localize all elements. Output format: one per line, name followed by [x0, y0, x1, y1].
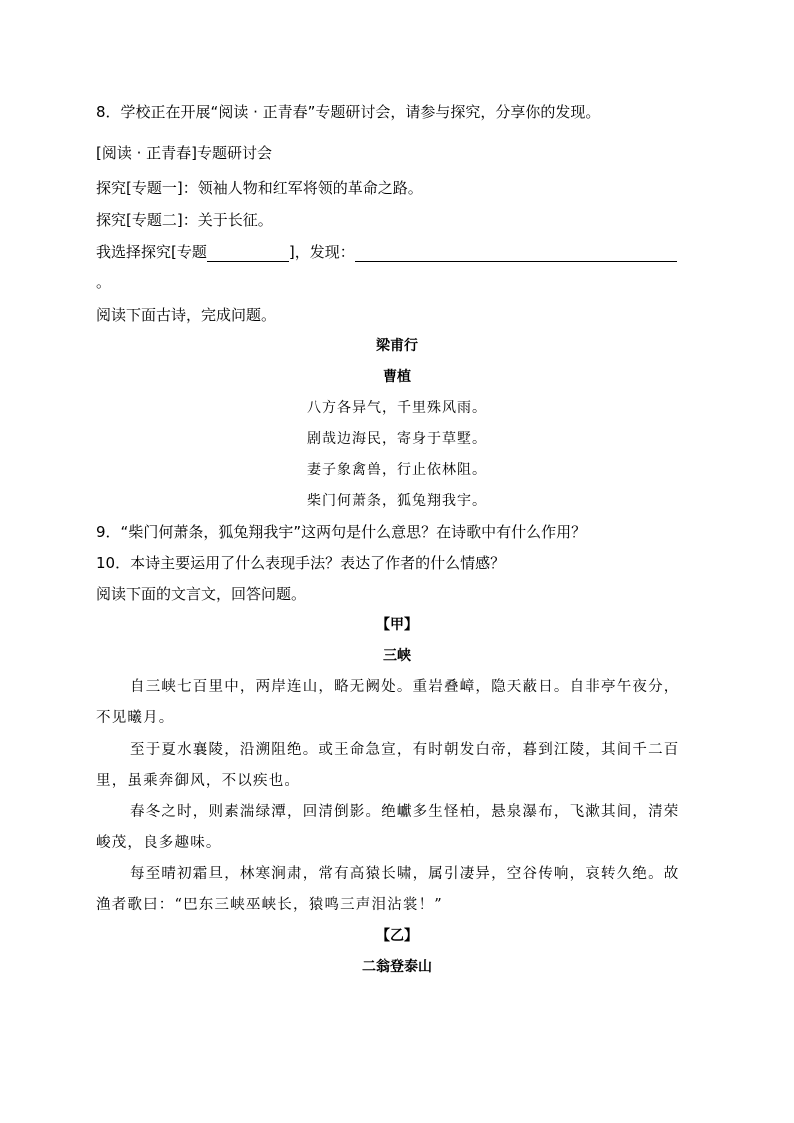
- answer-middle: ]，发现：: [288, 243, 355, 261]
- prose-line: 自三峡七百里中，两岸连山，略无阙处。重岩叠嶂，隐天蔽日。自非亭午夜分，: [130, 679, 680, 695]
- passage-jia-label: 【甲】: [376, 617, 418, 633]
- question-9: 9．“柴门何萧条，狐兔翔我宇”这两句是什么意思？在诗歌中有什么作用？: [96, 523, 587, 541]
- topic-blank[interactable]: [207, 245, 289, 262]
- question-8: 8．学校正在开展“阅读 · 正青春”专题研讨会，请参与探究，分享你的发现。: [96, 103, 601, 121]
- finding-blank[interactable]: [355, 245, 677, 262]
- prose-line: 峻茂，良多趣味。: [96, 835, 222, 851]
- prose-line: 不见曦月。: [96, 710, 175, 726]
- prose-intro: 阅读下面的文言文，回答问题。: [96, 585, 307, 603]
- poem-line: 妻子象禽兽，行止依林阻。: [307, 462, 487, 478]
- topic-two: 探究[专题二]：关于长征。: [96, 211, 273, 229]
- passage-jia-title: 三峡: [383, 648, 411, 664]
- poem-title: 梁甫行: [376, 338, 418, 354]
- poem-line: 剧哉边海民，寄身于草墅。: [307, 431, 487, 447]
- seminar-title: [阅读 · 正青春]专题研讨会: [96, 144, 273, 162]
- answer-line: [96, 242, 677, 262]
- prose-line: 渔者歌曰：“巴东三峡巫峡长，猿鸣三声泪沾裳！”: [96, 897, 443, 913]
- answer-end: 。: [96, 273, 112, 291]
- poem-line: 八方各异气，千里殊风雨。: [307, 400, 487, 416]
- prose-line: 里，虽乘奔御风，不以疾也。: [96, 773, 301, 789]
- prose-line: 每至晴初霜旦，林寒涧肃，常有高猿长啸，属引凄异，空谷传响，哀转久绝。故: [130, 866, 680, 882]
- prose-line: 至于夏水襄陵，沿溯阻绝。或王命急宣，有时朝发白帝，暮到江陵，其间千二百: [130, 742, 680, 758]
- question-10: 10．本诗主要运用了什么表现手法？表达了作者的什么情感？: [96, 554, 506, 572]
- poem-author: 曹植: [383, 369, 411, 385]
- prose-line: 春冬之时，则素湍绿潭，回清倒影。绝巘多生怪柏，悬泉瀑布，飞漱其间，清荣: [130, 804, 680, 820]
- passage-yi-title: 二翁登泰山: [362, 959, 432, 975]
- passage-yi-label: 【乙】: [376, 928, 418, 944]
- answer-prefix: 我选择探究[专题: [96, 243, 207, 261]
- poem-intro: 阅读下面古诗，完成问题。: [96, 306, 277, 324]
- poem-line: 柴门何萧条，狐兔翔我宇。: [307, 493, 487, 509]
- topic-one: 探究[专题一]：领袖人物和红军将领的革命之路。: [96, 179, 423, 197]
